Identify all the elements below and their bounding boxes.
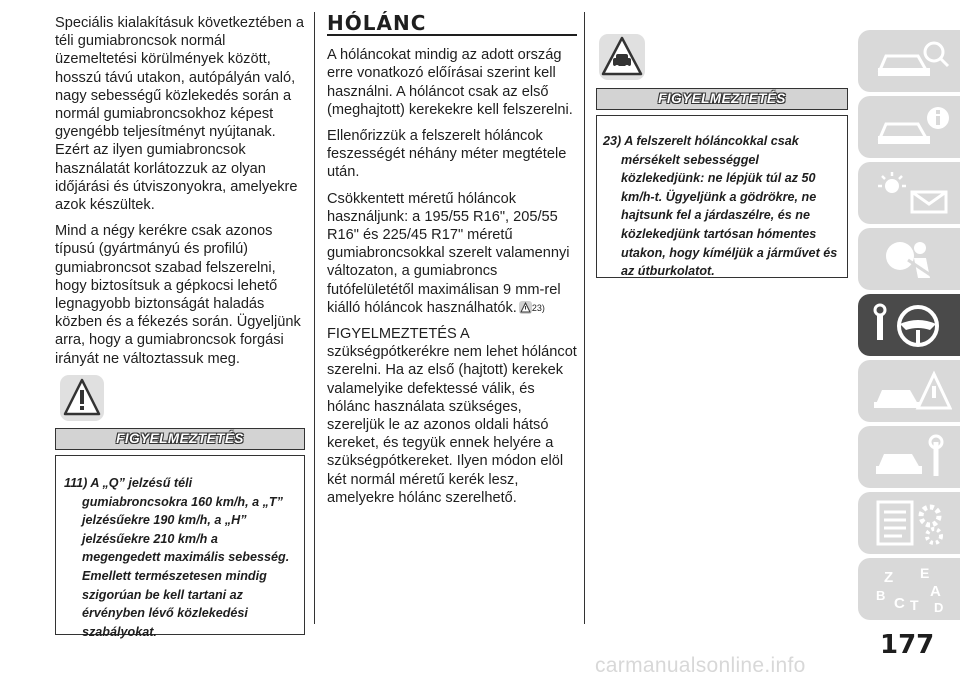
warning-111-text: 111) A „Q” jelzésű téli gumiabroncsokra 160 km/h, a „T” jelzésűekre 190 km/h, a „H” jelzésűekre 210 km/h a megengedett maximális sebesség. Emellett természetesen mindig szigorúan be kell tartani az érvényben lévő közlekedési szabályokat. [64,476,290,639]
tab-starting-driving[interactable] [858,294,960,356]
tab-technical-data[interactable] [858,492,960,554]
tab-maintenance[interactable] [858,426,960,488]
tab-car-info[interactable] [858,96,960,158]
index-letter: A [930,583,941,600]
car-search-icon [872,38,952,84]
index-letter: Z [884,569,894,586]
column-divider-2 [584,12,585,624]
key-steering-wheel-icon [872,302,952,348]
airbag-seat-icon [872,236,952,282]
index-letter: D [934,600,944,612]
tab-airbag-safety[interactable] [858,228,960,290]
inline-warning-icon [519,301,532,314]
winter-tyre-paragraph-1: Speciális kialakításuk következtében a téli gumiabroncsok normál üzemeltetési körülmények között, hosszú távú utakon, autópályán való, nagy sebességű közlekedés során a normál gumiabroncsokhoz képest gyengébb teljesítményt nyújtanak. Ezért az ilyen gumiabroncsok használatát korlátozzuk az olyan időjárási és útviszonyokra, amelyekre azok készültek. [55,15,305,214]
index-letter: C [894,595,905,612]
warning-box-111 [55,455,305,639]
snow-chain-paragraph-3 [327,190,577,317]
warning-title-bar-2: FIGYELMEZTETÉS [596,88,848,110]
technical-data-gears-icon [872,500,952,546]
tab-emergency[interactable] [858,360,960,422]
footnote-ref-23: 23) [531,302,545,313]
warning-title-bar: FIGYELMEZTETÉS [55,428,305,450]
car-wrench-icon [872,434,952,480]
watermark: carmanualsonline.info [595,654,806,677]
tab-dashboard-lights[interactable] [858,162,960,224]
index-letter: T [910,597,919,612]
index-letter: B [876,588,886,603]
snow-chain-paragraph-4: FIGYELMEZTETÉS A szükségpótkerékre nem lehet hóláncot szerelni. Ha az első (hajtott) kerekek valamelyike defektessé válik, és hólánc használata szükséges, szereljük le az azonos oldali hátsó kereket, és tegyük ennek helyére a szükségpótkereket. Ilyen módon elöl két normál méretű kerék lesz, amelyekre hólánc szerelhető. [327,326,577,506]
warning-exclamation-icon [59,374,105,422]
column-divider [314,12,315,624]
slippery-road-warning-icon [598,33,646,81]
warning-box-23 [596,115,848,278]
tab-car-search[interactable] [858,30,960,92]
middle-column [327,11,577,515]
car-info-icon [872,104,952,150]
tab-index[interactable] [858,558,960,620]
winter-tyre-paragraph-2: Mind a négy kerékre csak azonos típusú (gyártmányú és profilú) gumiabroncsot szabad felszerelni, hogy biztosítsuk a gépkocsi lehető legnagyobb biztonságát haladás közben és a fékezés során. Ügyeljünk arra, hogy a gumiabroncsok forgási irányát ne változtassuk meg. [55,223,301,367]
index-letter: E [920,566,930,581]
car-accident-warning-icon [872,368,952,414]
warning-23-text: 23) A felszerelt hóláncokkal csak mérsékelt sebességgel közlekedjünk: ne lépjük túl az 50 km/h-t. Ügyeljünk a gödrökre, ne hajtsunk fel a járdaszélre, és ne közlekedjünk tartósan hómentes utakon, hogy kíméljük a járművet és az útburkolatot. [603,134,838,279]
left-column [55,14,305,376]
snow-chain-size-text: Csökkentett méretű hóláncok használjunk: a 195/55 R16", 205/55 R16" és 225/45 R17" méretű gumiabroncsokkal szerelt valamennyi változaton, a gumiabroncs futófelületétől maximálisan 9 mm-rel kiálló hóláncok használhatók. [327,190,570,316]
snow-chain-paragraph-1: A hóláncokat mindig az adott ország erre vonatkozó előírásai szerint kell használni. A hóláncot csak az első (meghajtott) kerekekre kell felszerelni. [327,47,573,118]
dashboard-lights-message-icon [872,170,952,216]
page-number: 177 [880,630,935,660]
snow-chain-paragraph-2: Ellenőrizzük a felszerelt hóláncok feszességét néhány méter megtétele után. [327,128,567,181]
section-heading-snow-chains: HÓLÁNC [327,14,577,36]
alphabetical-index-icon [872,566,952,612]
